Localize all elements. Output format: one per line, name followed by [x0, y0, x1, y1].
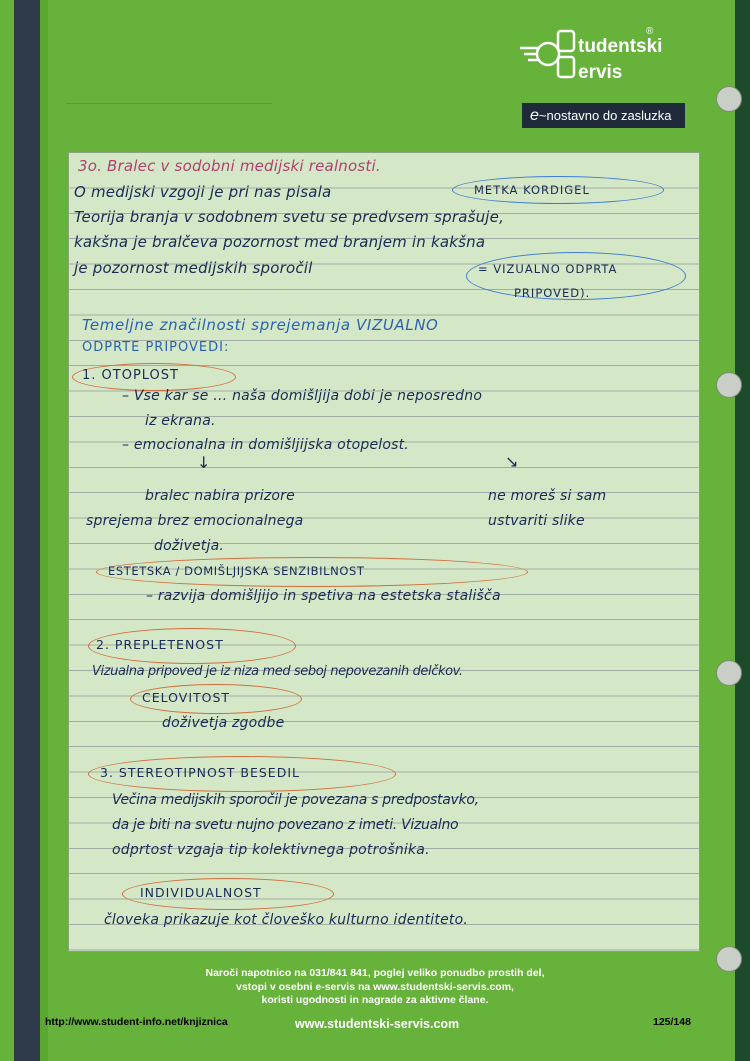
note-line: sprejema brez emocionalnega	[86, 513, 304, 529]
arrow-right-icon: ↘	[505, 452, 519, 471]
tagline-text: ~nostavno do zasluzka	[538, 108, 672, 123]
binding-strip	[14, 0, 40, 1061]
logo-text-servis: ervis	[578, 62, 623, 83]
note-line: Teorija branja v sodobnem svetu se predvsem sprašuje,	[74, 208, 505, 226]
note-line: odprtost vzgaja tip kolektivnega potrošnika.	[112, 842, 430, 858]
note-line: ne moreš si sam	[488, 488, 607, 504]
right-edge	[735, 0, 750, 1061]
features-heading: Temeljne značilnosti sprejemanja VIZUALNO	[82, 316, 439, 334]
note-line: – emocionalna in domišljijska otopelost.	[122, 437, 409, 453]
section-3-heading: 3. STEREOTIPNOST BESEDIL	[100, 765, 300, 780]
arrow-down-icon: ↓	[197, 453, 211, 472]
note-line: kakšna je bralčeva pozornost med branjem in kakšna	[74, 233, 486, 251]
binding-strip-edge	[40, 0, 48, 1061]
footer-line-2: vstopi v osebni e-servis na www.studentski-servis.com,	[236, 980, 514, 993]
note-line: O medijski vzgoji je pri nas pisala	[74, 183, 332, 201]
section-1-heading: 1. OTOPLOST	[82, 368, 179, 383]
registered-mark: ®	[646, 26, 654, 37]
note-line: ustvariti slike	[488, 513, 585, 529]
note-line: človeka prikazuje kot človeško kulturno identiteto.	[104, 912, 468, 928]
note-line: je pozornost medijskih sporočil	[74, 259, 313, 277]
note-line: da je biti na svetu nujno povezano z imeti. Vizualno	[112, 817, 459, 833]
footer-line-1: Naroči napotnico na 031/841 841, poglej veliko ponudbo prostih del,	[205, 967, 545, 979]
studentski-servis-logo-icon	[518, 28, 578, 80]
tagline-banner	[522, 103, 685, 128]
note-line: doživetja zgodbe	[162, 715, 285, 731]
tagline-e: e	[530, 107, 539, 124]
note-line: – razvija domišljijo in spetiva na estetska stališča	[146, 588, 501, 604]
note-vop-1: = VIZUALNO ODPRTA	[478, 262, 618, 276]
note-title: 3o. Bralec v sodobni medijski realnosti.	[78, 157, 381, 175]
features-heading-2: ODPRTE PRIPOVEDI:	[82, 340, 230, 355]
aesthetic-heading: ESTETSKA / DOMIŠLJIJSKA SENZIBILNOST	[108, 564, 365, 578]
note-vop-2: PRIPOVED).	[514, 286, 591, 300]
footer-promo	[0, 967, 750, 1008]
wholeness-heading: CELOVITOST	[142, 690, 231, 705]
note-line: iz ekrana.	[145, 413, 216, 429]
individuality-heading: INDIVIDUALNOST	[140, 885, 262, 900]
logo-text-studentski: tudentski	[578, 36, 663, 57]
page-number: 125/148	[653, 1016, 691, 1028]
website-link[interactable]: www.studentski-servis.com	[295, 1017, 460, 1031]
footer-line-3: koristi ugodnosti in nagrade za aktivne člane.	[261, 994, 489, 1006]
note-line: doživetja.	[154, 538, 224, 554]
binder-hole	[716, 86, 742, 112]
note-line: bralec nabira prizore	[145, 488, 295, 504]
note-line: – Vse kar se … naša domišljija dobi je neposredno	[122, 388, 483, 404]
binder-hole	[716, 660, 742, 686]
note-author: METKA KORDIGEL	[474, 183, 590, 197]
binder-hole	[716, 372, 742, 398]
note-line: Večina medijskih sporočil je povezana s predpostavko,	[112, 792, 479, 808]
source-url-link[interactable]: http://www.student-info.net/knjiznica	[45, 1016, 228, 1028]
note-line: Vizualna pripoved je iz niza med seboj nepovezanih delčkov.	[92, 664, 463, 679]
section-2-heading: 2. PREPLETENOST	[96, 637, 224, 652]
name-line	[66, 103, 272, 104]
